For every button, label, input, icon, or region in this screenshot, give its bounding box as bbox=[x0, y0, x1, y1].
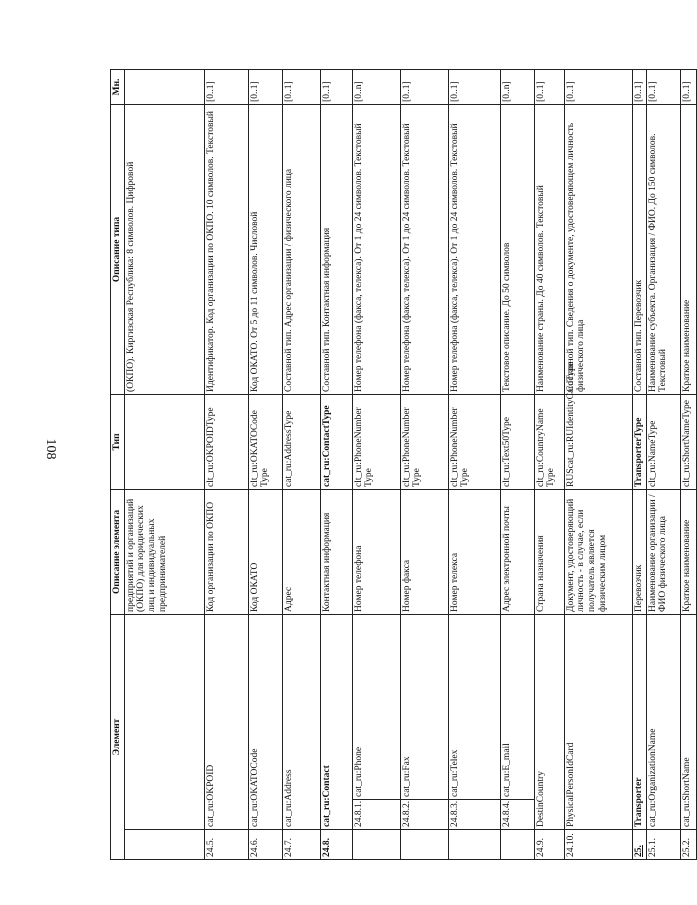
element-type: cat_ru:AddressType bbox=[282, 394, 320, 489]
table-row bbox=[534, 69, 564, 859]
table-row bbox=[500, 69, 534, 859]
element-name: cat_ru:Phone bbox=[352, 614, 400, 799]
table-row bbox=[204, 69, 248, 859]
element-description: Номер факса bbox=[400, 489, 448, 614]
element-type: clt_ru:PhoneNumber Type bbox=[448, 394, 500, 489]
element-name: DestinCountry bbox=[534, 614, 564, 829]
type-description: Идентификатор. Код организации по ОКПО. 10 символов. Текстовый bbox=[204, 104, 248, 394]
element-description: Документ, удостоверяющий личность - в случае, если получатель является физическим лицом bbox=[564, 489, 632, 614]
element-description: Код организации по ОКПО bbox=[204, 489, 248, 614]
row-number: 25.2. bbox=[680, 830, 696, 860]
type-description: Составной тип. Перевозчик bbox=[632, 104, 646, 394]
element-description: Страна назначения bbox=[534, 489, 564, 614]
element-name: cat_ru:ShortName bbox=[680, 614, 696, 829]
element-name: PhysicalPersonIdCard bbox=[564, 614, 632, 829]
element-name: cat_ru:Fax bbox=[400, 614, 448, 799]
multiplicity: [0..1] bbox=[632, 69, 646, 104]
multiplicity: [0..1] bbox=[248, 69, 282, 104]
type-description: Составной тип. Адрес организации / физического лица bbox=[282, 104, 320, 394]
row-number: 25.1. bbox=[646, 830, 680, 860]
element-description: Контактная информация bbox=[320, 489, 352, 614]
page-number: 108 bbox=[43, 438, 58, 460]
row-number: 24.7. bbox=[282, 830, 320, 860]
element-type: cat_ru:ContactType bbox=[320, 394, 352, 489]
table-header-row bbox=[111, 69, 125, 859]
row-number bbox=[124, 830, 204, 860]
type-description: Краткое наименование bbox=[680, 104, 696, 394]
element-type: RUScat_ru:RUIdentityCardType bbox=[564, 394, 632, 489]
multiplicity: [0..n] bbox=[352, 69, 400, 104]
element-type bbox=[124, 394, 204, 489]
element-description: Адрес bbox=[282, 489, 320, 614]
element-name: cat_ru:OKATOCode bbox=[248, 614, 282, 829]
header-element: Элемент bbox=[111, 614, 125, 859]
header-type-description: Описание типа bbox=[111, 104, 125, 394]
element-type: clt_ru:Text50Type bbox=[500, 394, 534, 489]
type-description: Составной тип. Сведения о документе, удостоверяющем личность физического лица bbox=[564, 104, 632, 394]
table-row bbox=[680, 69, 696, 859]
element-type: clt_ru:OKPOIDType bbox=[204, 394, 248, 489]
type-description: Текстовое описание. До 50 символов bbox=[500, 104, 534, 394]
element-name bbox=[124, 614, 204, 829]
row-number: 24.8.1. bbox=[352, 800, 400, 830]
table-row bbox=[564, 69, 632, 859]
row-number: 24.5. bbox=[204, 830, 248, 860]
row-number: 24.10. bbox=[564, 830, 632, 860]
row-number: 24.9. bbox=[534, 830, 564, 860]
multiplicity: [0..1] bbox=[646, 69, 680, 104]
element-type: clt_ru:OKATOCode Type bbox=[248, 394, 282, 489]
element-type: TransporterType bbox=[632, 394, 646, 489]
multiplicity: [0..1] bbox=[680, 69, 696, 104]
indent-cell bbox=[400, 830, 448, 860]
multiplicity: [0..1] bbox=[534, 69, 564, 104]
multiplicity: [0..n] bbox=[500, 69, 534, 104]
element-type: clt_ru:NameType bbox=[646, 394, 680, 489]
table-row bbox=[352, 69, 400, 859]
indent-cell bbox=[500, 830, 534, 860]
row-number: 24.8.3. bbox=[448, 800, 500, 830]
table-row bbox=[448, 69, 500, 859]
header-multiplicity: Мн. bbox=[111, 69, 125, 104]
element-type: clt_ru:PhoneNumber Type bbox=[400, 394, 448, 489]
indent-cell bbox=[352, 830, 400, 860]
element-type: clt_ru:ShortNameType bbox=[680, 394, 696, 489]
type-description: Код ОКАТО. От 5 до 11 символов. Числовой bbox=[248, 104, 282, 394]
indent-cell bbox=[448, 830, 500, 860]
element-name: cat_ru:OrganizationName bbox=[646, 614, 680, 829]
table-body bbox=[124, 69, 696, 859]
table-row bbox=[646, 69, 680, 859]
element-description: Наименование организации / ФИО физического лица bbox=[646, 489, 680, 614]
row-number: 24.6. bbox=[248, 830, 282, 860]
row-number: 24.8.2. bbox=[400, 800, 448, 830]
multiplicity: [0..1] bbox=[448, 69, 500, 104]
header-type: Тип bbox=[111, 394, 125, 489]
type-description: Наименование страны. До 40 символов. Текстовый bbox=[534, 104, 564, 394]
element-description: Номер телефона bbox=[352, 489, 400, 614]
multiplicity: [0..1] bbox=[282, 69, 320, 104]
table-row bbox=[400, 69, 448, 859]
table-row bbox=[320, 69, 352, 859]
type-description: Номер телефона (факса, телекса). От 1 до 24 символов. Текстовый bbox=[352, 104, 400, 394]
type-description: Составной тип. Контактная информация bbox=[320, 104, 352, 394]
element-name: cat_ru:Telex bbox=[448, 614, 500, 799]
table-row bbox=[282, 69, 320, 859]
multiplicity: [0..1] bbox=[320, 69, 352, 104]
type-description: Номер телефона (факса, телекса). От 1 до 24 символов. Текстовый bbox=[400, 104, 448, 394]
row-number: 24.8. bbox=[320, 830, 352, 860]
element-name: cat_ru:Contact bbox=[320, 614, 352, 829]
element-type: clt_ru:PhoneNumber Type bbox=[352, 394, 400, 489]
element-table bbox=[110, 69, 697, 860]
multiplicity: [0..1] bbox=[400, 69, 448, 104]
table-row bbox=[632, 69, 646, 859]
element-name: Transporter bbox=[632, 614, 646, 829]
table-row bbox=[124, 69, 204, 859]
type-description: Номер телефона (факса, телекса). От 1 до 24 символов. Текстовый bbox=[448, 104, 500, 394]
multiplicity: [0..1] bbox=[204, 69, 248, 104]
element-name: cat_ru:OKPOID bbox=[204, 614, 248, 829]
header-description: Описание элемента bbox=[111, 489, 125, 614]
element-name: cat_ru:E_mail bbox=[500, 614, 534, 799]
element-description: предприятий и организаций (ОКПО) для юридических лиц и индивидуальных предпринимателей bbox=[124, 489, 204, 614]
multiplicity bbox=[124, 69, 204, 104]
row-number: 24.8.4. bbox=[500, 800, 534, 830]
element-type: clt_ru:CountryName Type bbox=[534, 394, 564, 489]
type-description: (ОКПО). Киргизская Республика: 8 символов. Цифровой bbox=[124, 104, 204, 394]
element-description: Номер телекса bbox=[448, 489, 500, 614]
element-name: cat_ru:Address bbox=[282, 614, 320, 829]
rotated-page-content bbox=[110, 70, 692, 860]
table-row bbox=[248, 69, 282, 859]
multiplicity: [0..1] bbox=[564, 69, 632, 104]
row-number: 25. bbox=[632, 830, 646, 860]
element-description: Адрес электронной почты bbox=[500, 489, 534, 614]
type-description: Наименование субъекта. Организация / ФИО. До 150 символов. Текстовый bbox=[646, 104, 680, 394]
element-description: Краткое наименование bbox=[680, 489, 696, 614]
element-description: Код ОКАТО bbox=[248, 489, 282, 614]
element-description: Перевозчик bbox=[632, 489, 646, 614]
